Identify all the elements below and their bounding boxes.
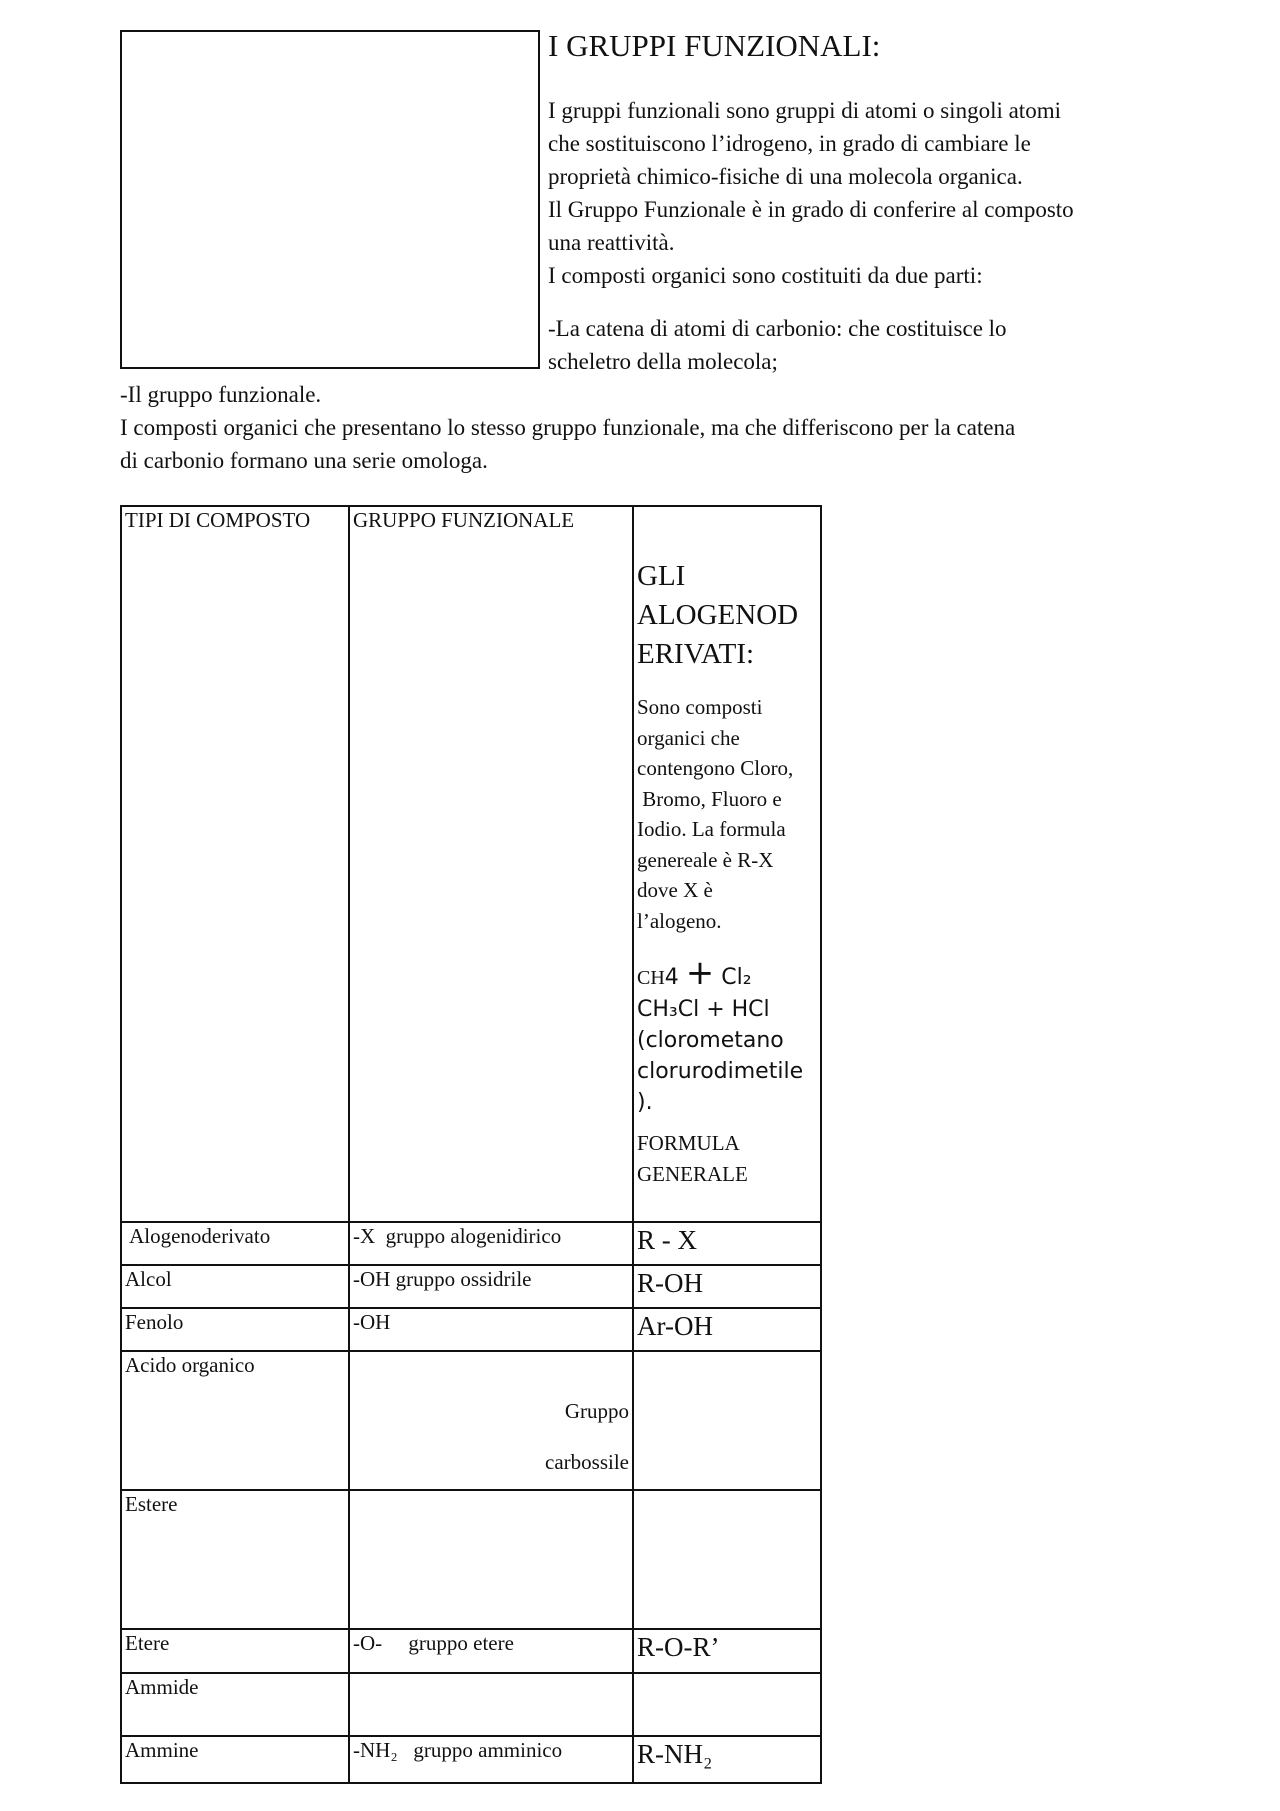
intro-line: una reattività. [548,230,675,255]
intro-text [548,94,1148,378]
reaction-line: CH₃Cl + HCl [637,997,770,1022]
intro-line: I composti organici sono costituiti da due parti: [548,263,983,288]
cell-formula [633,1490,821,1629]
cell-gruppo [349,1490,633,1629]
formula-generale-label [637,1128,817,1190]
cell-gruppo: -X gruppo alogenidirico [349,1222,633,1265]
cell-tipo: Ammide [121,1673,349,1736]
cell-tipo: Fenolo [121,1308,349,1351]
table-row [121,1222,821,1265]
side-text-line: Sono composti [637,695,763,719]
functional-groups-table [120,505,822,1784]
table-header-row [121,506,821,1222]
cell-gruppo: -O- gruppo etere [349,1629,633,1673]
reaction-ch: CH [637,967,665,989]
cell-gruppo [349,1351,633,1490]
table-row [121,1673,821,1736]
side-text-line: Bromo, Fluoro e [637,786,782,811]
gruppo-line: Gruppo [564,1399,629,1423]
cell-formula: R-OH [633,1265,821,1308]
cell-gruppo [349,1673,633,1736]
side-title-line: GLI [637,560,686,592]
table-row [121,1265,821,1308]
cell-tipo: Estere [121,1490,349,1629]
cell-formula: Ar-OH [633,1308,821,1351]
table-row [121,1308,821,1351]
body-line: -Il gruppo funzionale. [120,382,322,407]
table-row [121,1629,821,1673]
page-title: I GRUPPI FUNZIONALI: [548,28,881,63]
reaction-plus: + [685,953,715,993]
side-text-line: l’alogeno. [637,908,722,933]
side-title [637,557,817,674]
cell-formula [633,1673,821,1736]
table-row [121,1490,821,1629]
reaction-4: 4 [664,965,679,990]
side-text-line: genereale è R-X [637,847,774,872]
reaction-line: clorurodimetile [637,1059,804,1084]
side-text-line: organici che [637,725,740,750]
cell-tipo: Alogenoderivato [121,1222,349,1265]
cell-formula: R-O-R’ [633,1629,821,1673]
body-line: I composti organici che presentano lo stesso gruppo funzionale, ma che differiscono per la catena [120,415,1016,440]
cell-tipo: Alcol [121,1265,349,1308]
side-foot-line: GENERALE [637,1162,748,1186]
intro-line: Il Gruppo Funzionale è in grado di conferire al composto [548,197,1074,222]
header-tipi-di-composto: TIPI DI COMPOSTO [121,506,349,1222]
table-row [121,1351,821,1490]
side-text-line: dove X è [637,878,713,902]
cell-formula [633,1351,821,1490]
intro-line: che sostituiscono l’idrogeno, in grado di cambiare le [548,131,1031,156]
cell-tipo: Ammine [121,1736,349,1783]
cell-formula: R - X [633,1222,821,1265]
body-text [120,378,1160,477]
cell-gruppo: -OH [349,1308,633,1351]
intro-line: proprietà chimico-fisiche di una molecola organica. [548,164,1023,189]
image-placeholder [120,30,540,369]
cell-gruppo: -OH gruppo ossidrile [349,1265,633,1308]
header-gruppo-funzionale: GRUPPO FUNZIONALE [349,506,633,1222]
cell-tipo: Acido organico [121,1351,349,1490]
reaction-line: ). [637,1090,653,1115]
gruppo-line: carbossile [545,1450,629,1474]
reaction-line [637,953,817,994]
intro-line: -La catena di atomi di carbonio: che costituisce lo [548,316,1007,341]
intro-line: scheletro della molecola; [548,349,778,374]
reaction-equation [637,953,817,1118]
header-side-panel [633,506,821,1222]
cell-gruppo: -NH₂ gruppo amminico [349,1736,633,1783]
reaction-cl2: Cl₂ [721,965,752,990]
side-title-line: ALOGENOD [637,599,799,631]
side-title-line: ERIVATI: [637,638,755,670]
side-description [637,692,817,936]
side-text-line: Iodio. La formula [637,817,786,841]
reaction-line: (clorometano [637,1028,784,1053]
intro-line: I gruppi funzionali sono gruppi di atomi o singoli atomi [548,98,1061,123]
body-line: di carbonio formano una serie omologa. [120,448,488,473]
table-row [121,1736,821,1783]
side-text-line: contengono Cloro, [637,756,794,780]
side-foot-line: FORMULA [637,1131,740,1155]
cell-tipo: Etere [121,1629,349,1673]
cell-formula: R-NH₂ [633,1736,821,1783]
